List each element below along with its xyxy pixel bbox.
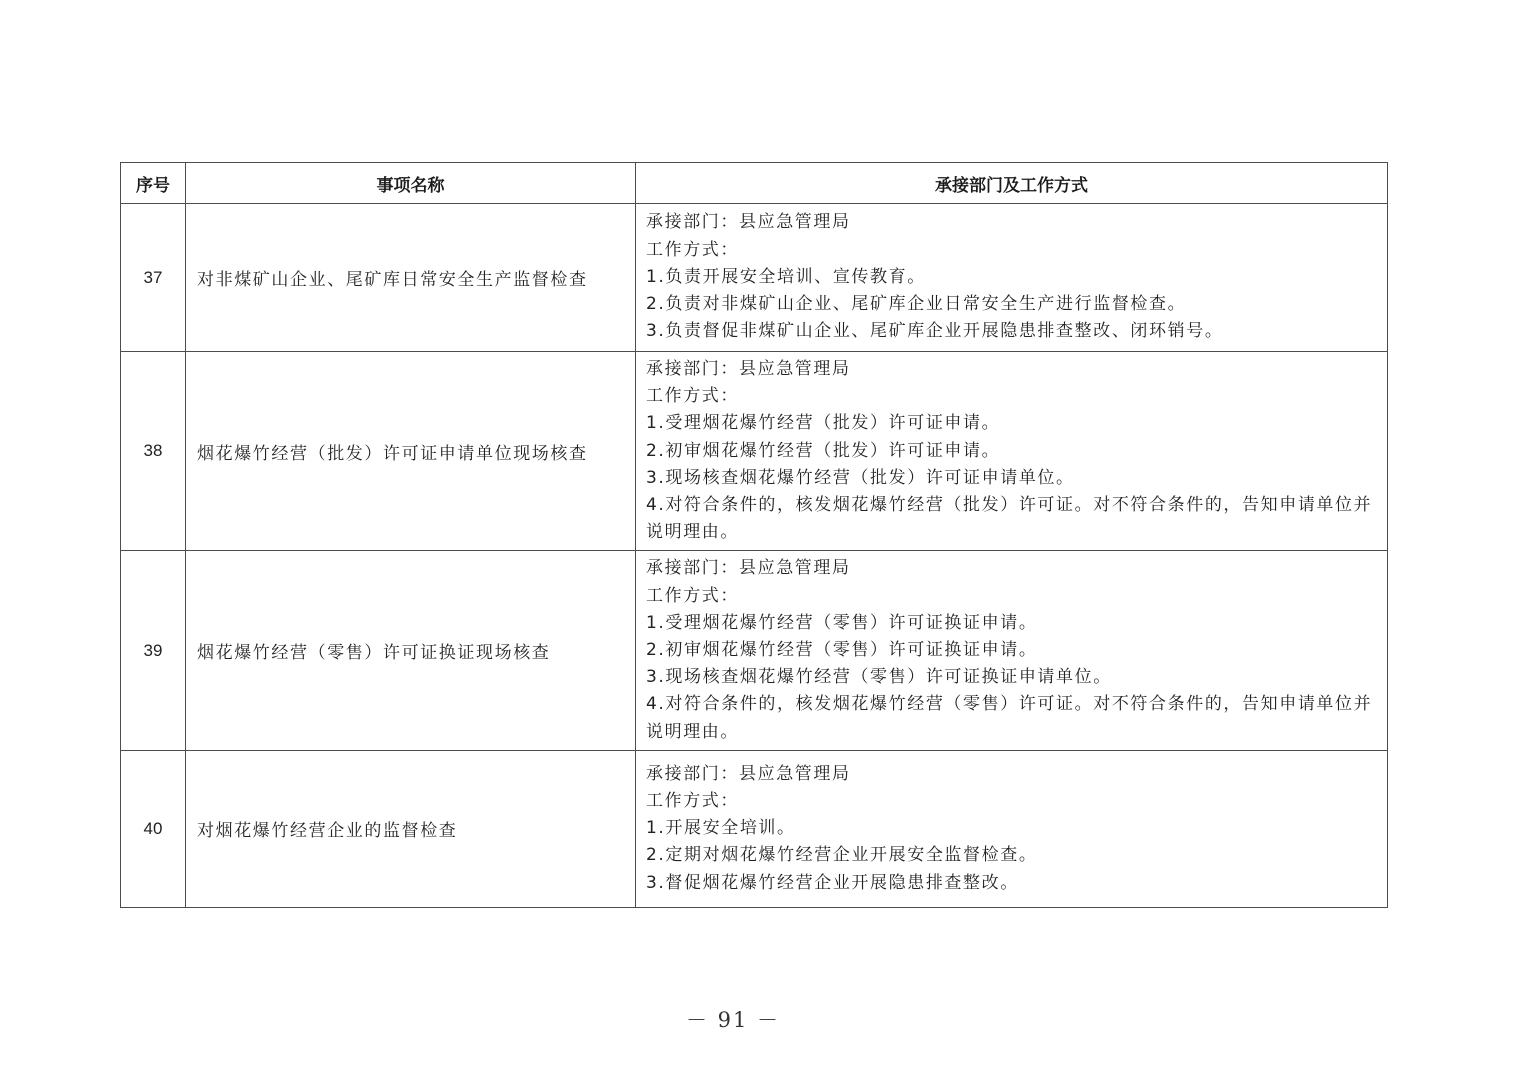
method-line: 1.负责开展安全培训、宣传教育。 [646, 266, 926, 287]
row-name: 对非煤矿山企业、尾矿库日常安全生产监督检查 [186, 204, 636, 352]
table-row [121, 551, 1388, 750]
method-line: 承接部门：县应急管理局 [646, 359, 851, 379]
row-seq: 38 [121, 352, 186, 551]
method-line: 工作方式： [646, 386, 739, 407]
method-line: 2.初审烟花爆竹经营（零售）许可证换证申请。 [646, 640, 1038, 661]
row-name: 烟花爆竹经营（零售）许可证换证现场核查 [186, 551, 636, 750]
method-line: 2.负责对非煤矿山企业、尾矿库企业日常安全生产进行监督检查。 [646, 294, 1187, 315]
method-line: 1.受理烟花爆竹经营（批发）许可证申请。 [646, 413, 1001, 434]
method-line: 工作方式： [646, 585, 739, 606]
method-line: 3.督促烟花爆竹经营企业开展隐患排查整改。 [646, 872, 1019, 893]
table-row [121, 352, 1388, 551]
row-method [636, 551, 1388, 750]
table-header-row [121, 163, 1388, 204]
table-row [121, 204, 1388, 352]
method-line: 工作方式： [646, 791, 739, 812]
matters-table [120, 162, 1388, 908]
method-line: 1.开展安全培训。 [646, 818, 796, 839]
method-line: 3.现场核查烟花爆竹经营（零售）许可证换证申请单位。 [646, 667, 1112, 688]
row-method [636, 204, 1388, 352]
header-name: 事项名称 [186, 163, 636, 204]
header-seq: 序号 [121, 163, 186, 204]
method-line: 3.负责督促非煤矿山企业、尾矿库企业开展隐患排查整改、闭环销号。 [646, 321, 1224, 342]
method-line: 1.受理烟花爆竹经营（零售）许可证换证申请。 [646, 612, 1038, 633]
method-line: 4.对符合条件的，核发烟花爆竹经营（零售）许可证。对不符合条件的，告知申请单位并说明理由。 [646, 694, 1373, 742]
row-method [636, 750, 1388, 907]
method-line: 4.对符合条件的，核发烟花爆竹经营（批发）许可证。对不符合条件的，告知申请单位并说明理由。 [646, 495, 1373, 543]
method-line: 2.初审烟花爆竹经营（批发）许可证申请。 [646, 440, 1001, 461]
method-line: 2.定期对烟花爆竹经营企业开展安全监督检查。 [646, 845, 1038, 866]
method-line: 承接部门：县应急管理局 [646, 763, 851, 784]
row-name: 对烟花爆竹经营企业的监督检查 [186, 750, 636, 907]
header-method: 承接部门及工作方式 [636, 163, 1388, 204]
method-line: 工作方式： [646, 239, 739, 260]
row-method [636, 352, 1388, 551]
page-number: － 91 － [685, 1008, 781, 1032]
method-line: 承接部门：县应急管理局 [646, 212, 851, 233]
row-seq: 40 [121, 750, 186, 907]
method-line: 承接部门：县应急管理局 [646, 558, 851, 579]
row-name: 烟花爆竹经营（批发）许可证申请单位现场核查 [186, 352, 636, 551]
row-seq: 37 [121, 204, 186, 352]
table-row [121, 750, 1388, 907]
method-line: 3.现场核查烟花爆竹经营（批发）许可证申请单位。 [646, 467, 1075, 488]
row-seq: 39 [121, 551, 186, 750]
